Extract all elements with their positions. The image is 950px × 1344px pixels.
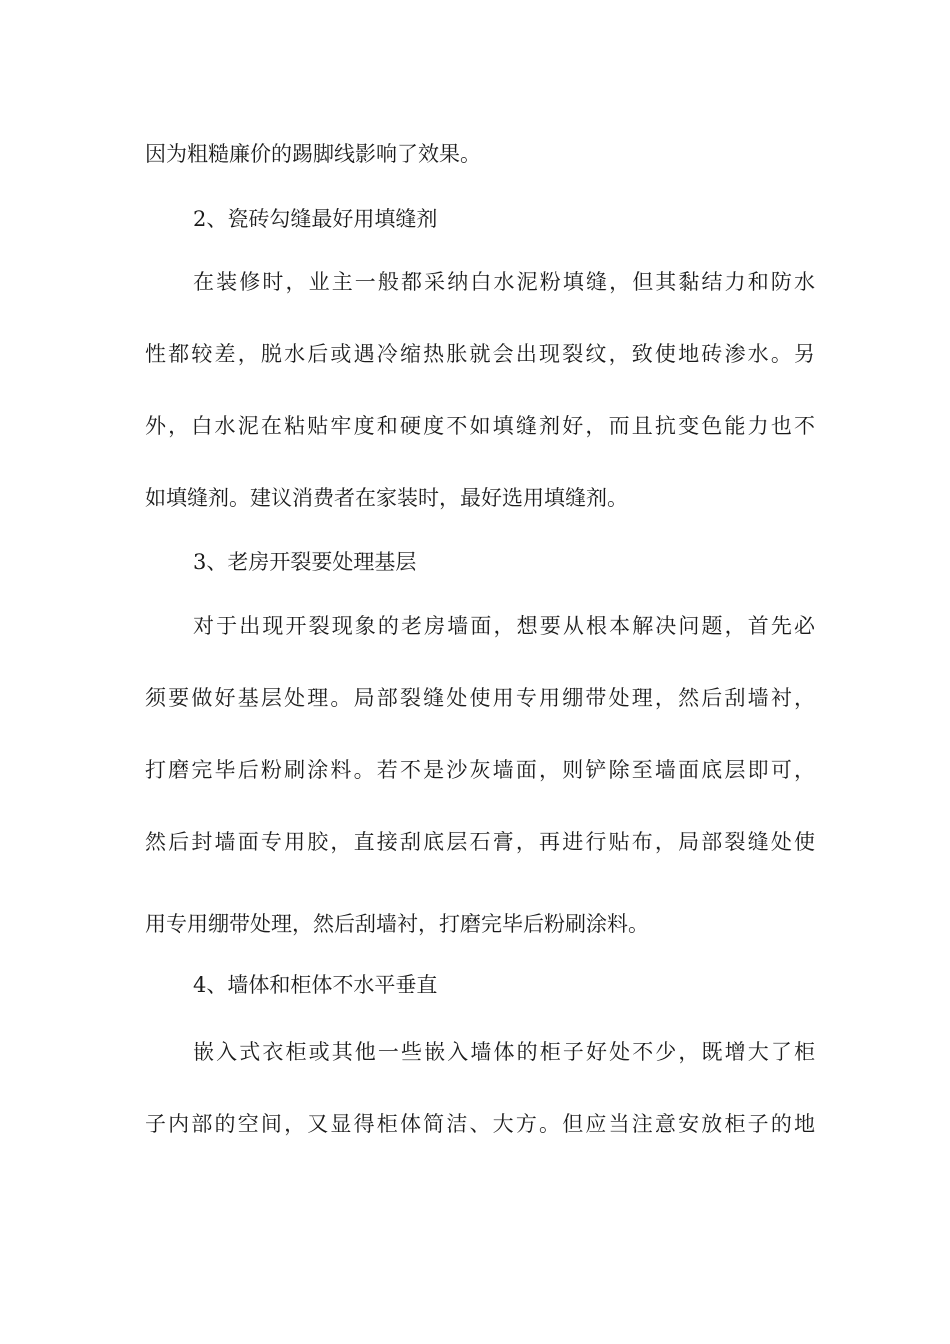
paragraph-line: 嵌入式衣柜或其他一些嵌入墙体的柜子好处不少，既增大了柜: [193, 1040, 815, 1064]
paragraph-line: 打磨完毕后粉刷涂料。若不是沙灰墙面，则铲除至墙面底层即可，: [145, 758, 815, 782]
section-heading: 3、老房开裂要处理基层: [193, 550, 417, 574]
paragraph-line: 对于出现开裂现象的老房墙面，想要从根本解决问题，首先必: [193, 614, 815, 638]
paragraph-line: 性都较差，脱水后或遇冷缩热胀就会出现裂纹，致使地砖渗水。另: [145, 342, 815, 366]
paragraph-line: 须要做好基层处理。局部裂缝处使用专用绷带处理，然后刮墙衬，: [145, 686, 815, 710]
paragraph-line: 在装修时，业主一般都采纳白水泥粉填缝，但其黏结力和防水: [193, 270, 815, 294]
paragraph-line: 外，白水泥在粘贴牢度和硬度不如填缝剂好，而且抗变色能力也不: [145, 414, 815, 438]
paragraph-line: 子内部的空间，又显得柜体简洁、大方。但应当注意安放柜子的地: [145, 1112, 815, 1136]
section-heading: 4、墙体和柜体不水平垂直: [193, 973, 438, 997]
paragraph-line: 如填缝剂。建议消费者在家装时，最好选用填缝剂。: [145, 486, 628, 510]
paragraph-line: 用专用绷带处理，然后刮墙衬，打磨完毕后粉刷涂料。: [145, 912, 649, 936]
paragraph-line: 然后封墙面专用胶，直接刮底层石膏，再进行贴布，局部裂缝处使: [145, 830, 815, 854]
paragraph-line: 因为粗糙廉价的踢脚线影响了效果。: [145, 142, 481, 166]
section-heading: 2、瓷砖勾缝最好用填缝剂: [193, 207, 438, 231]
